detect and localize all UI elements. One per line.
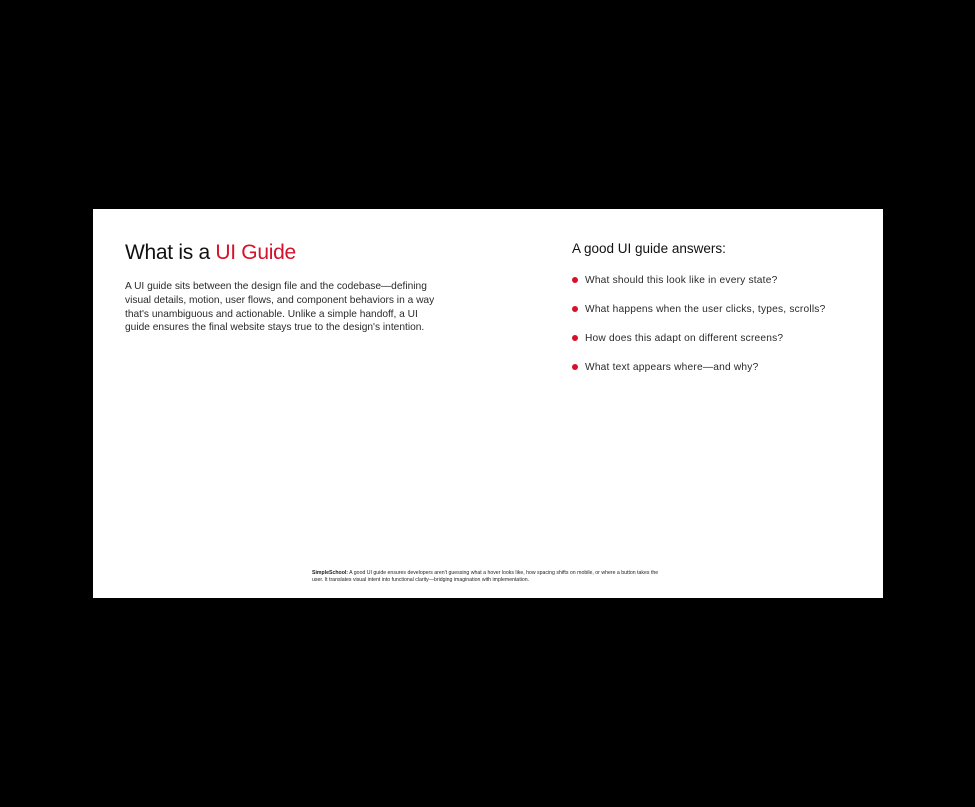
- intro-section: [125, 239, 445, 335]
- answer-label: What text appears where—and why?: [585, 362, 759, 373]
- page-title: [125, 239, 445, 267]
- bullet-dot-icon: [572, 277, 578, 283]
- answer-item: [572, 361, 872, 390]
- title-highlight: UI Guide: [215, 241, 296, 264]
- answers-section: [572, 240, 872, 390]
- intro-paragraph: A UI guide sits between the design file and the codebase—defining visual details, motion, user flows, and component behaviors in a way that's unambiguous and actionable. Unlike a simple handoff, a UI guide ensures the final website stays true to the design's intention.: [125, 281, 435, 334]
- answer-label: What should this look like in every state?: [585, 275, 778, 286]
- answers-list: [572, 274, 872, 390]
- bullet-dot-icon: [572, 335, 578, 341]
- bullet-dot-icon: [572, 364, 578, 370]
- title-prefix: What is a: [125, 241, 216, 264]
- answers-heading: A good UI guide answers:: [572, 241, 726, 256]
- answer-item: [572, 332, 872, 361]
- answer-label: What happens when the user clicks, types, scrolls?: [585, 304, 826, 315]
- bullet-dot-icon: [572, 306, 578, 312]
- answer-item: [572, 303, 872, 332]
- footer-brand: SimpleSchool:: [312, 570, 349, 576]
- footer-note: [312, 570, 662, 585]
- answer-item: [572, 274, 872, 303]
- footer-text: A good UI guide ensures developers aren't guessing what a hover looks like, how spacing shifts on mobile, or where a button takes the user. It translates visual intent into functional clarity—bridging imagination with implementation.: [312, 570, 659, 584]
- answer-label: How does this adapt on different screens?: [585, 333, 784, 344]
- slide: [93, 209, 883, 598]
